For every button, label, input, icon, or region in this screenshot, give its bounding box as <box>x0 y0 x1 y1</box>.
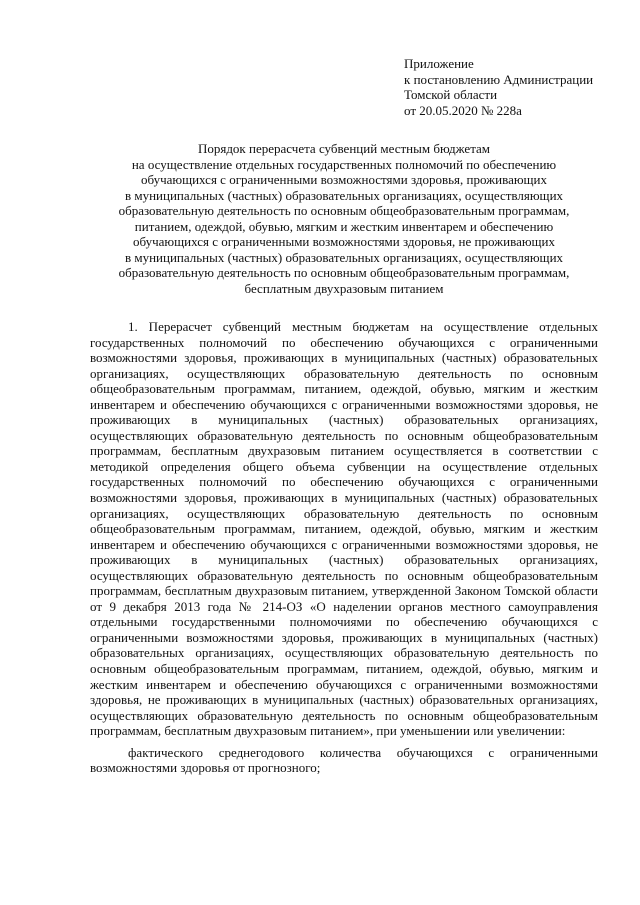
appendix-line: Томской области <box>404 87 498 102</box>
appendix-line: Приложение <box>404 56 474 71</box>
appendix-line: от 20.05.2020 № 228а <box>404 102 522 118</box>
title-line: обучающихся с ограниченными возможностями здоровья, проживающих <box>140 172 548 187</box>
document-title <box>90 141 598 296</box>
title-line: в муниципальных (частных) образовательных организациях, осуществляющих <box>124 249 564 265</box>
title-line: бесплатным двухразовым питанием <box>244 280 444 296</box>
title-line: на осуществление отдельных государственных полномочий по обеспечению <box>131 156 557 172</box>
document-body <box>90 319 598 776</box>
appendix-header <box>404 56 624 118</box>
appendix-line: к постановлению Администрации <box>404 71 594 87</box>
title-line: обучающихся с ограниченными возможностями здоровья, не проживающих <box>132 234 556 249</box>
title-line: питанием, одеждой, обувью, мягким и жестким инвентарем и обеспечению <box>134 218 554 234</box>
body-paragraph-2: фактического среднегодового количества обучающихся с ограниченными возможностями здоровья от прогнозного; <box>90 744 598 776</box>
body-paragraph-1: 1. Перерасчет субвенций местным бюджетам на осуществление отдельных государственных полномочий по обеспечению обучающихся с ограниченными возможностями здоровья, проживающих в муниципальных (частных) образовательных организациях, осуществляющих образовательную деятельность по основным общеобразовательным программам, питанием, одеждой, обувью, мягким и жестким инвентарем и обеспечению обучающихся с ограниченными возможностями здоровья, не проживающих в муниципальных (частных) образовательных организациях, осуществляющих образовательную деятельность по основным общеобразовательным программам, бесплатным двухразовым питанием осуществляется в соответствии с методикой определения общего объема субвенции на осуществление отдельных государственных полномочий по обеспечению обучающихся с ограниченными возможностями здоровья, проживающих в муниципальных (частных) образовательных организациях, осуществляющих образовательную деятельность по основным общеобразовательным программам, питанием, одеждой, обувью, мягким и жестким инвентарем и обеспечению обучающихся с ограниченными возможностями здоровья, не проживающих в муниципальных (частных) образовательных организациях, осуществляющих образовательную деятельность по основным общеобразовательным программам, бесплатным двухразовым питанием, утвержденной Законом Томской области от 9 декабря 2013 года № 214-ОЗ «О наделении органов местного самоуправления отдельными государственными полномочиями по обеспечению обучающихся с ограниченными возможностями здоровья, проживающих в муниципальных (частных) образовательных организациях, осуществляющих образовательную деятельность по основным общеобразовательным программам, питанием, одеждой, обувью, мягким и жестким инвентарем и обеспечению обучающихся с ограниченными возможностями здоровья, не проживающих в муниципальных (частных) образовательных организациях, осуществляющих образовательную деятельность по основным общеобразовательным программам, бесплатным двухразовым питанием», при уменьшении или увеличении: <box>90 319 598 739</box>
title-line: в муниципальных (частных) образовательных организациях, осуществляющих <box>124 187 564 203</box>
title-line: образовательную деятельность по основным общеобразовательным программам, <box>118 265 570 280</box>
title-line: образовательную деятельность по основным общеобразовательным программам, <box>118 203 570 218</box>
title-line: Порядок перерасчета субвенций местным бюджетам <box>197 141 491 156</box>
